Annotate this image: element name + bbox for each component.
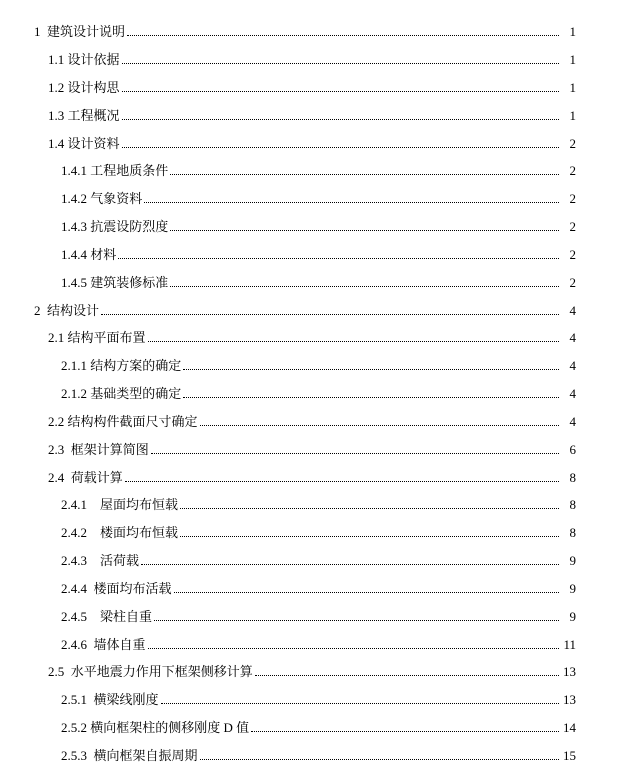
dot-leader	[151, 452, 559, 454]
toc-entry-page: 11	[563, 637, 576, 652]
toc-entry[interactable]	[0, 241, 623, 269]
dot-leader	[161, 702, 559, 704]
dot-leader	[141, 563, 559, 565]
toc-entry-title: 1.1 设计依据	[48, 52, 120, 67]
toc-entry-title: 2.1 结构平面布置	[48, 330, 146, 345]
toc-entry-page: 8	[569, 470, 576, 485]
dot-leader	[148, 340, 559, 342]
toc-entry-title: 1.4.1 工程地质条件	[61, 163, 169, 178]
toc-entry-title: 1.4 设计资料	[48, 136, 120, 151]
toc-entry[interactable]	[0, 519, 623, 547]
dot-leader	[255, 674, 559, 676]
toc-entry-title: 1.3 工程概况	[48, 108, 120, 123]
toc-entry-title: 2.5.2 横向框架柱的侧移刚度 D 值	[61, 720, 250, 735]
toc-entry[interactable]	[0, 18, 623, 46]
toc-entry-title: 1.2 设计构思	[48, 80, 120, 95]
toc-entry-title: 2.1.2 基础类型的确定	[61, 386, 182, 401]
dot-leader	[125, 480, 559, 482]
toc-entry-page: 1	[569, 24, 576, 39]
dot-leader	[170, 229, 559, 231]
toc-entry-page: 2	[569, 275, 576, 290]
toc-entry-page: 9	[569, 581, 576, 596]
toc-entry-title: 2.4.2 楼面均布恒载	[61, 525, 179, 540]
toc-entry-title: 1 建筑设计说明	[34, 24, 126, 39]
toc-entry-title: 2.3 框架计算简图	[48, 442, 149, 457]
toc-entry[interactable]	[0, 185, 623, 213]
dot-leader	[183, 368, 559, 370]
toc-entry-page: 13	[563, 664, 576, 679]
toc-entry[interactable]	[0, 547, 623, 575]
toc-entry-page: 1	[569, 108, 576, 123]
toc-entry[interactable]	[0, 297, 623, 325]
toc-entry[interactable]	[0, 603, 623, 631]
toc-entry-title: 2.4.4 楼面均布活载	[61, 581, 172, 596]
toc-entry-page: 2	[569, 191, 576, 206]
toc-entry-page: 15	[563, 748, 576, 763]
dot-leader	[180, 507, 559, 509]
toc-entry-page: 2	[569, 219, 576, 234]
toc-entry-page: 4	[569, 330, 576, 345]
toc-entry-title: 1.4.3 抗震设防烈度	[61, 219, 169, 234]
toc-entry[interactable]	[0, 658, 623, 686]
toc-entry-page: 13	[563, 692, 576, 707]
toc-entry-page: 1	[569, 52, 576, 67]
toc-entry-page: 2	[569, 136, 576, 151]
toc-entry-title: 2.2 结构构件截面尺寸确定	[48, 414, 198, 429]
toc-entry[interactable]	[0, 408, 623, 436]
dot-leader	[122, 146, 559, 148]
dot-leader	[148, 647, 559, 649]
toc-entry-page: 4	[569, 386, 576, 401]
toc-entry[interactable]	[0, 714, 623, 742]
toc-entry[interactable]	[0, 46, 623, 74]
toc-entry-page: 4	[569, 358, 576, 373]
dot-leader	[170, 285, 559, 287]
toc-entry-title: 1.4.4 材料	[61, 247, 117, 262]
toc-entry-page: 6	[569, 442, 576, 457]
toc-entry-page: 14	[563, 720, 576, 735]
toc-entry-page: 4	[569, 414, 576, 429]
toc-entry-title: 2 结构设计	[34, 303, 100, 318]
dot-leader	[127, 34, 559, 36]
toc-entry[interactable]	[0, 213, 623, 241]
toc-entry[interactable]	[0, 436, 623, 464]
dot-leader	[174, 591, 559, 593]
toc-entry-page: 9	[569, 609, 576, 624]
toc-entry[interactable]	[0, 269, 623, 297]
toc-entry-title: 2.4.1 屋面均布恒载	[61, 497, 179, 512]
toc-entry[interactable]	[0, 130, 623, 158]
toc-entry-page: 1	[569, 80, 576, 95]
dot-leader	[183, 396, 559, 398]
toc-entry-title: 2.5.1 横梁线刚度	[61, 692, 159, 707]
toc-entry-title: 2.5 水平地震力作用下框架侧移计算	[48, 664, 253, 679]
toc-entry-title: 2.4.6 墙体自重	[61, 637, 146, 652]
toc-entry[interactable]	[0, 491, 623, 519]
toc-entry[interactable]	[0, 74, 623, 102]
toc-entry-title: 2.5.3 横向框架自振周期	[61, 748, 198, 763]
toc-entry-title: 2.4.3 活荷载	[61, 553, 140, 568]
toc-entry-title: 2.4.5 梁柱自重	[61, 609, 153, 624]
dot-leader	[122, 62, 559, 64]
toc-entry[interactable]	[0, 157, 623, 185]
dot-leader	[154, 619, 559, 621]
toc-entry-page: 8	[569, 497, 576, 512]
dot-leader	[118, 257, 559, 259]
toc-entry[interactable]	[0, 464, 623, 492]
toc-entry[interactable]	[0, 352, 623, 380]
toc-entry[interactable]	[0, 686, 623, 714]
dot-leader	[180, 535, 559, 537]
toc-entry-page: 9	[569, 553, 576, 568]
toc-entry-page: 2	[569, 163, 576, 178]
toc-entry-title: 1.4.2 气象资料	[61, 191, 143, 206]
dot-leader	[170, 173, 559, 175]
toc-entry[interactable]	[0, 742, 623, 770]
dot-leader	[200, 758, 559, 760]
dot-leader	[122, 90, 559, 92]
toc-entry[interactable]	[0, 324, 623, 352]
dot-leader	[122, 118, 559, 120]
toc-entry-title: 2.1.1 结构方案的确定	[61, 358, 182, 373]
toc-entry-page: 4	[569, 303, 576, 318]
toc-entry[interactable]	[0, 102, 623, 130]
dot-leader	[144, 201, 559, 203]
toc-entry-page: 2	[569, 247, 576, 262]
toc-entry-page: 8	[569, 525, 576, 540]
toc-entry[interactable]	[0, 380, 623, 408]
toc-entry-title: 1.4.5 建筑装修标准	[61, 275, 169, 290]
toc-entry[interactable]	[0, 575, 623, 603]
toc-entry-title: 2.4 荷载计算	[48, 470, 123, 485]
dot-leader	[200, 424, 559, 426]
dot-leader	[101, 313, 559, 315]
dot-leader	[251, 730, 559, 732]
toc-entry[interactable]	[0, 631, 623, 659]
